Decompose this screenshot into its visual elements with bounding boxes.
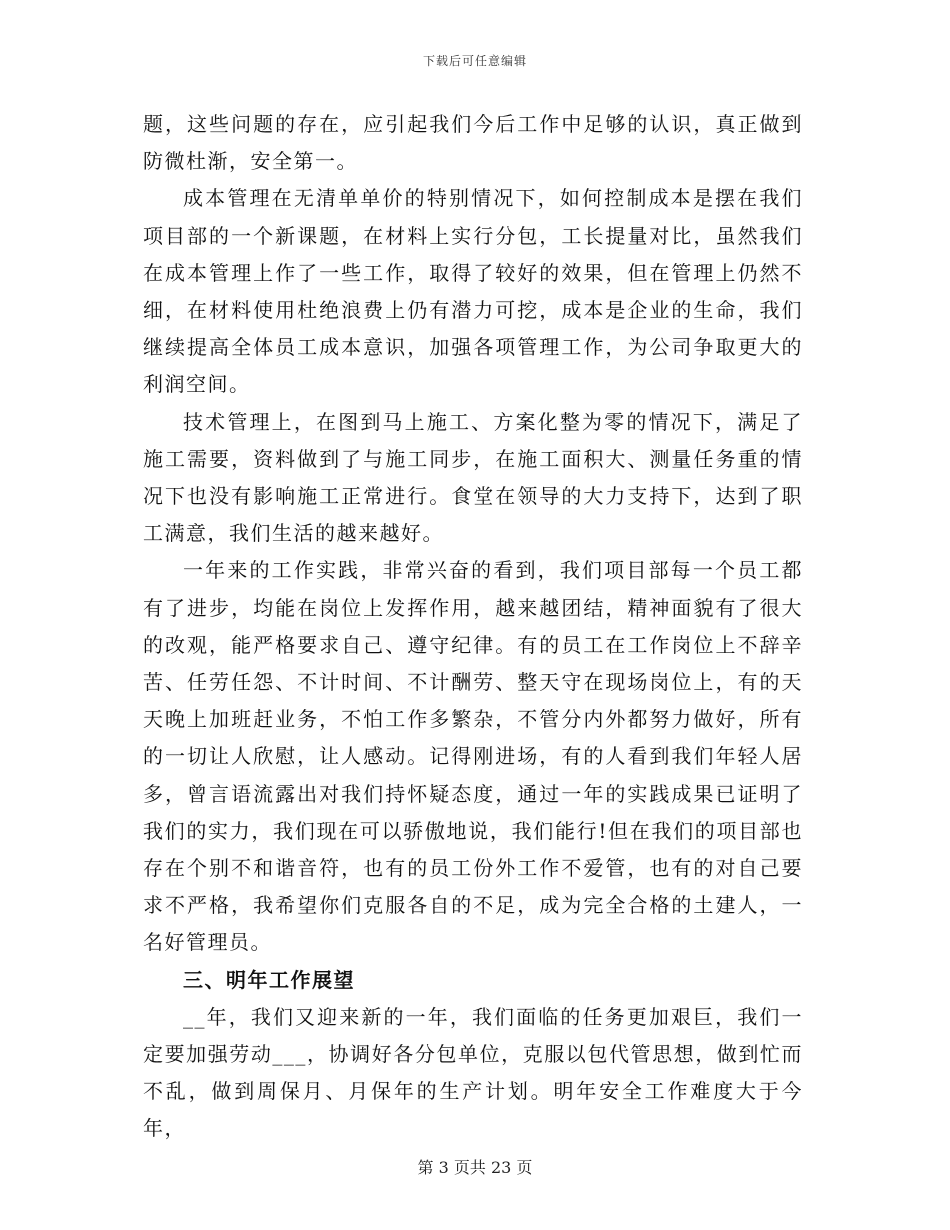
paragraph-technical-management: 技术管理上，在图到马上施工、方案化整为零的情况下，满足了施工需要，资料做到了与施工同步，在施工面积大、测量任务重的情况下也没有影响施工正常进行。食堂在领导的大力支持下，达到了职工满意，我们生活的越来越好。 <box>143 409 803 546</box>
paragraph-cost-management: 成本管理在无清单单价的特别情况下，如何控制成本是摆在我们项目部的一个新课题，在材料上实行分包，工长提量对比，虽然我们在成本管理上作了一些工作，取得了较好的效果，但在管理上仍然不细，在材料使用杜绝浪费上仍有潜力可挖，成本是企业的生命，我们继续提高全体员工成本意识，加强各项管理工作，为公司争取更大的利润空间。 <box>143 186 803 397</box>
paragraph-year-review: 一年来的工作实践，非常兴奋的看到，我们项目部每一个员工都有了进步，均能在岗位上发挥作用，越来越团结，精神面貌有了很大的改观，能严格要求自己、遵守纪律。有的员工在工作岗位上不辞辛苦、任劳任怨、不计时间、不计酬劳、整天守在现场岗位上，有的天天晚上加班赶业务，不怕工作多繁杂，不管分内外都努力做好，所有的一切让人欣慰，让人感动。记得刚进场，有的人看到我们年轻人居多，曾言语流露出对我们持怀疑态度，通过一年的实践成果已证明了我们的实力，我们现在可以骄傲地说，我们能行!但在我们的项目部也存在个别不和谐音符，也有的员工份外工作不爱管，也有的对自己要求不严格，我希望你们克服各自的不足，成为完全合格的土建人，一名好管理员。 <box>143 558 803 955</box>
page-number: 第 3 页共 23 页 <box>417 1158 533 1177</box>
header-note: 下载后可任意编辑 <box>422 54 527 68</box>
document-body <box>143 106 803 1148</box>
paragraph-next-year-outlook: __年，我们又迎来新的一年，我们面临的任务更加艰巨，我们一定要加强劳动___，协调好各分包单位，克服以包代管思想，做到忙而不乱，做到周保月、月保年的生产计划。明年安全工作难度大于今年， <box>143 1004 803 1141</box>
paragraph-continuation: 题，这些问题的存在，应引起我们今后工作中足够的认识，真正做到防微杜渐，安全第一。 <box>143 112 803 174</box>
section-heading: 三、明年工作展望 <box>183 967 355 992</box>
